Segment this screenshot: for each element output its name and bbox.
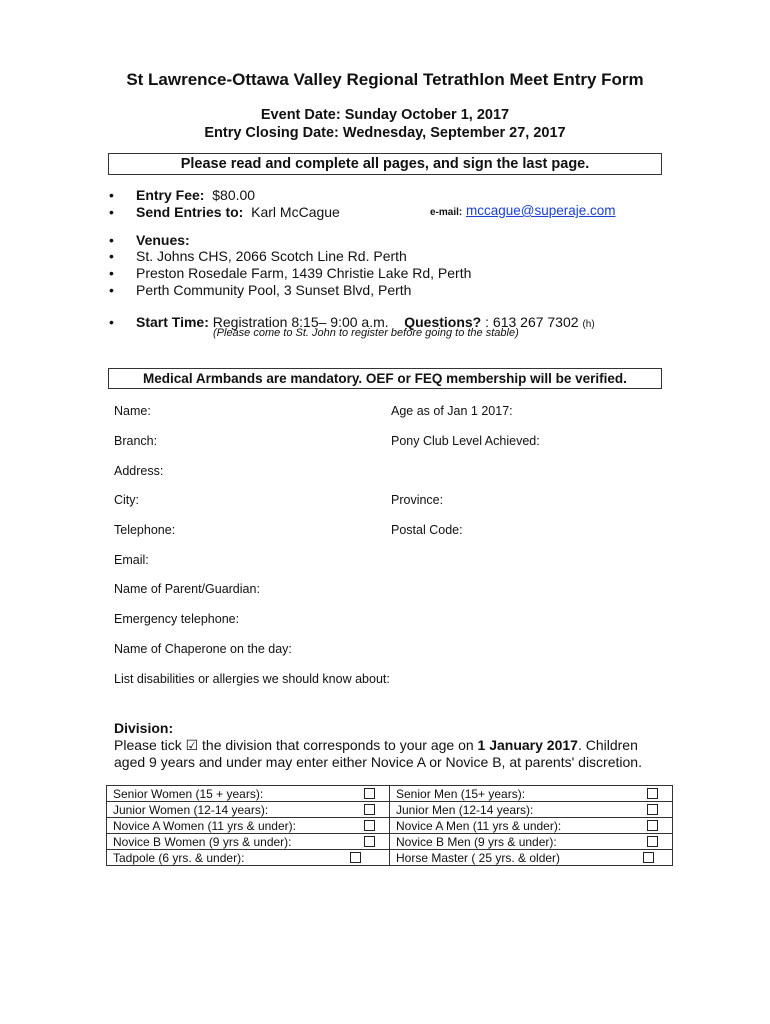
division-label: Tadpole (6 yrs. & under): (113, 850, 245, 865)
city-label: City: (114, 493, 139, 507)
table-row (107, 834, 673, 850)
checkbox-icon[interactable] (364, 820, 375, 831)
checkbox-icon[interactable] (647, 820, 658, 831)
checkbox-icon[interactable] (643, 852, 654, 863)
division-label: Junior Women (12-14 years): (113, 802, 269, 817)
checkbox-icon[interactable] (364, 836, 375, 847)
division-text-pre: Please tick ☑ the division that corresponds to your age on (114, 737, 478, 753)
division-label: Junior Men (12-14 years): (396, 802, 534, 817)
division-cell[interactable] (107, 786, 390, 802)
checkbox-icon[interactable] (647, 804, 658, 815)
bullet-icon: • (109, 248, 114, 264)
medical-notice: Medical Armbands are mandatory. OEF or FEQ membership will be verified. (108, 368, 662, 389)
name-label: Name: (114, 404, 151, 418)
division-title: Division: (114, 720, 174, 736)
division-text-post: . Children aged 9 years and under may enter either Novice A or Novice B, at parents' discretion. (114, 737, 642, 770)
checkbox-icon[interactable] (364, 788, 375, 799)
questions-suffix: (h) (582, 319, 595, 330)
venues-label: Venues: (136, 232, 190, 248)
pony-club-label: Pony Club Level Achieved: (391, 434, 540, 448)
send-entries-value: Karl McCague (251, 204, 340, 220)
registration-note: (Please come to St. John to register before going to the stable) (213, 327, 519, 339)
email-field-label: Email: (114, 553, 149, 567)
bullet-icon: • (109, 314, 114, 330)
age-label: Age as of Jan 1 2017: (391, 404, 513, 418)
division-label: Horse Master ( 25 yrs. & older) (396, 850, 561, 865)
division-cell[interactable] (390, 834, 673, 850)
division-cell[interactable] (107, 818, 390, 834)
emergency-label: Emergency telephone: (114, 612, 240, 626)
read-all-pages-notice: Please read and complete all pages, and sign the last page. (108, 153, 662, 175)
table-row (107, 786, 673, 802)
checkbox-icon[interactable] (647, 788, 658, 799)
form-title: St Lawrence-Ottawa Valley Regional Tetrathlon Meet Entry Form (126, 70, 644, 89)
division-label: Senior Women (15 + years): (113, 786, 264, 801)
division-cell[interactable] (107, 834, 390, 850)
questions-phone: : 613 267 7302 (485, 314, 579, 330)
division-instructions (114, 737, 654, 771)
division-cell[interactable] (107, 802, 390, 818)
division-label: Senior Men (15+ years): (396, 786, 526, 801)
table-row (107, 802, 673, 818)
division-label: Novice B Women (9 yrs & under): (113, 834, 292, 849)
postal-code-label: Postal Code: (391, 523, 463, 537)
bullet-icon: • (109, 265, 114, 281)
division-label: Novice B Men (9 yrs & under): (396, 834, 557, 849)
branch-label: Branch: (114, 434, 158, 448)
venue-text: Preston Rosedale Farm, 1439 Christie Lake Rd, Perth (136, 265, 472, 281)
start-time-label: Start Time: (136, 314, 209, 330)
bullet-icon: • (109, 282, 114, 298)
division-cell[interactable] (390, 850, 673, 866)
telephone-label: Telephone: (114, 523, 176, 537)
checkbox-icon[interactable] (647, 836, 658, 847)
bullet-icon: • (109, 187, 114, 203)
email-link[interactable]: mccague@superaje.com (466, 203, 616, 218)
bullet-icon: • (109, 204, 114, 220)
start-time-value: Registration 8:15– 9:00 a.m. (212, 314, 389, 330)
division-cell[interactable] (390, 818, 673, 834)
division-cell[interactable] (390, 802, 673, 818)
table-row (107, 850, 673, 866)
division-label: Novice A Men (11 yrs & under): (396, 818, 562, 833)
closing-date: Entry Closing Date: Wednesday, September 27, 2017 (204, 125, 566, 141)
venue-text: Perth Community Pool, 3 Sunset Blvd, Perth (136, 282, 412, 298)
province-label: Province: (391, 493, 444, 507)
address-label: Address: (114, 464, 164, 478)
bullet-icon: • (109, 232, 114, 248)
disabilities-label: List disabilities or allergies we should know about: (114, 672, 390, 686)
entry-fee-label: Entry Fee: (136, 187, 205, 203)
division-table (106, 785, 673, 866)
email-label: e-mail: (430, 207, 463, 218)
checkbox-icon[interactable] (364, 804, 375, 815)
division-label: Novice A Women (11 yrs & under): (113, 818, 296, 833)
send-entries-label: Send Entries to: (136, 204, 244, 220)
division-date: 1 January 2017 (477, 737, 578, 753)
entry-fee-value: $80.00 (212, 187, 256, 203)
division-cell[interactable] (390, 786, 673, 802)
chaperone-label: Name of Chaperone on the day: (114, 642, 292, 656)
table-row (107, 818, 673, 834)
parent-label: Name of Parent/Guardian: (114, 582, 260, 596)
checkbox-icon[interactable] (350, 852, 361, 863)
venue-text: St. Johns CHS, 2066 Scotch Line Rd. Perth (136, 248, 407, 264)
event-date: Event Date: Sunday October 1, 2017 (260, 107, 510, 123)
questions-label: Questions? (404, 314, 482, 330)
division-cell[interactable] (107, 850, 390, 866)
